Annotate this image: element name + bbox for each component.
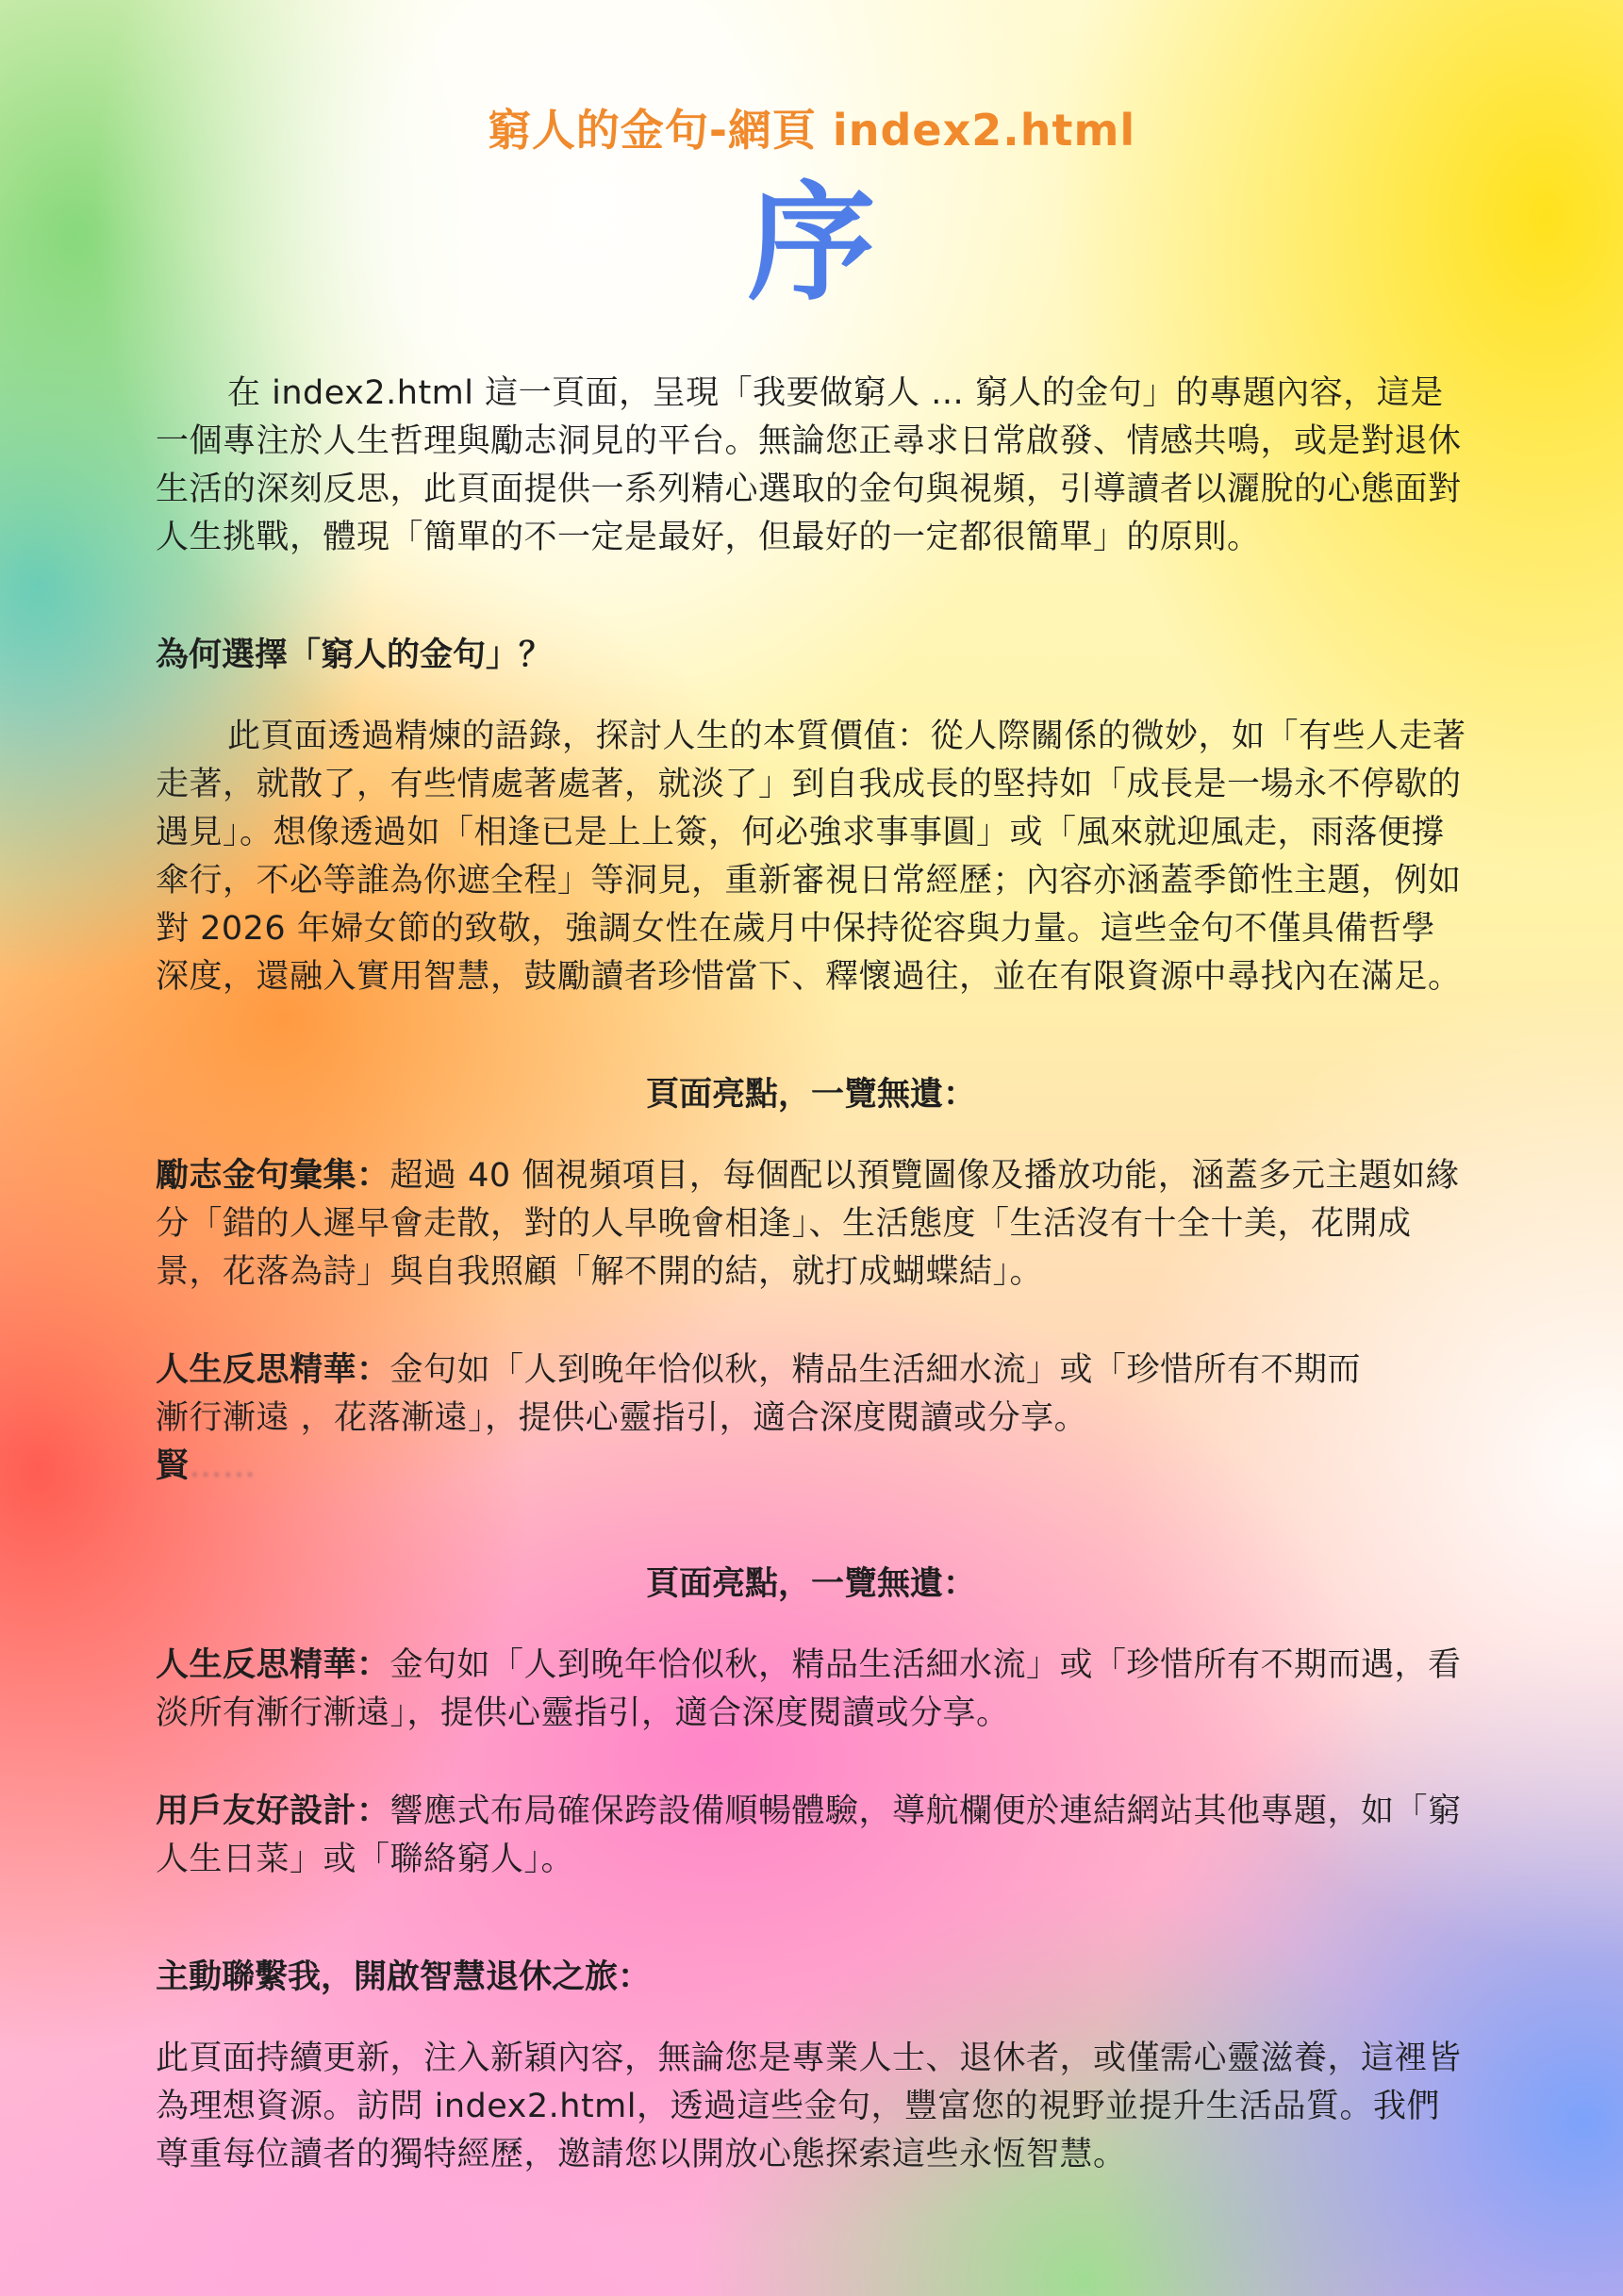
document-content [156,370,1466,2179]
highlight-item-line3-start: 賢 [156,1447,190,1485]
contact-paragraph: 此頁面持續更新，注入新穎內容，無論您是專業人士、退休者，或僅需心靈滋養，這裡皆為理想資源。訪問 index2.html，透過這些金句，豐富您的視野並提升生活品質。我們尊重每位讀者的獨特經歷，邀請您以開放心態探索這些永恆智慧。 [156,2040,1462,2173]
highlight-item-text: 響應式布局確保跨設備順暢體驗，導航欄便於連結網站其他專題，如「窮人生日菜」或「聯絡窮人」。 [156,1792,1462,1878]
highlight-item-label: 用戶友好設計： [156,1792,390,1830]
highlights-heading-1: 頁面亮點，一覽無遺： [645,1076,976,1114]
highlights-heading-2: 頁面亮點，一覽無遺： [645,1565,976,1603]
highlight-item-label: 人生反思精華： [156,1351,390,1389]
why-paragraph: 此頁面透過精煉的語錄，探討人生的本質價值：從人際關係的微妙，如「有些人走著走著，就散了，有些情處著處著，就淡了」到自我成長的堅持如「成長是一場永不停歇的遇見」。想像透過如「相逢已是上上簽，何必強求事事圓」或「風來就迎風走，雨落便撐傘行，不必等誰為你遮全程」等洞見，重新審視日常經歷；內容亦涵蓋季節性主題，例如對 2026 年婦女節的致敬，強調女性在歲月中保持從容與力量。這些金句不僅具備哲學深度，還融入實用智慧，鼓勵讀者珍惜當下、釋懷過往，並在有限資源中尋找內在滿足。 [156,718,1466,996]
highlight-item-quotes [156,1152,1466,1297]
document-title: 窮人的金句-網頁 index2.html [487,105,1136,156]
highlight-item-label: 人生反思精華： [156,1646,390,1684]
highlight-item-text: 金句如「人到晚年恰似秋，精品生活細水流」或「珍惜所有不期而遇，看淡所有漸行漸遠」，提供心靈指引，適合深度閱讀或分享。 [156,1646,1462,1732]
highlight-item-line3 [156,1443,1466,1491]
highlight-item-label: 勵志金句彙集： [156,1157,390,1195]
contact-heading: 主動聯繫我，開啟智慧退休之旅： [156,1958,652,1996]
highlight-item-line2: 漸行漸遠 ，花落漸遠」，提供心靈指引，適合深度閱讀或分享。 [156,1399,1088,1437]
why-heading: 為何選擇「窮人的金句」？ [156,636,553,674]
highlight-item-text: 超過 40 個視頻項目，每個配以預覽圖像及播放功能，涵蓋多元主題如緣分「錯的人遲早會走散，對的人早晚會相逢」、生活態度「生活沒有十全十美，花開成景，花落為詩」與自我照顧「解不開的結，就打成蝴蝶結」。 [156,1157,1460,1291]
highlight-item-design [156,1788,1466,1884]
preface-heading: 序 [747,170,876,319]
faded-text: …… [189,1447,257,1485]
intro-paragraph: 在 index2.html 這一頁面，呈現「我要做窮人 ... 窮人的金句」的專題內容，這是一個專注於人生哲理與勵志洞見的平台。無論您正尋求日常啟發、情感共鳴，或是對退休生活的深刻反思，此頁面提供一系列精心選取的金句與視頻，引導讀者以灑脫的心態面對人生挑戰，體現「簡單的不一定是最好，但最好的一定都很簡單」的原則。 [156,374,1462,556]
highlight-item-text: 金句如「人到晚年恰似秋，精品生活細水流」或「珍惜所有不期而 [389,1351,1362,1389]
highlight-item-reflection-garbled [156,1346,1466,1395]
highlight-item-reflection [156,1642,1466,1738]
